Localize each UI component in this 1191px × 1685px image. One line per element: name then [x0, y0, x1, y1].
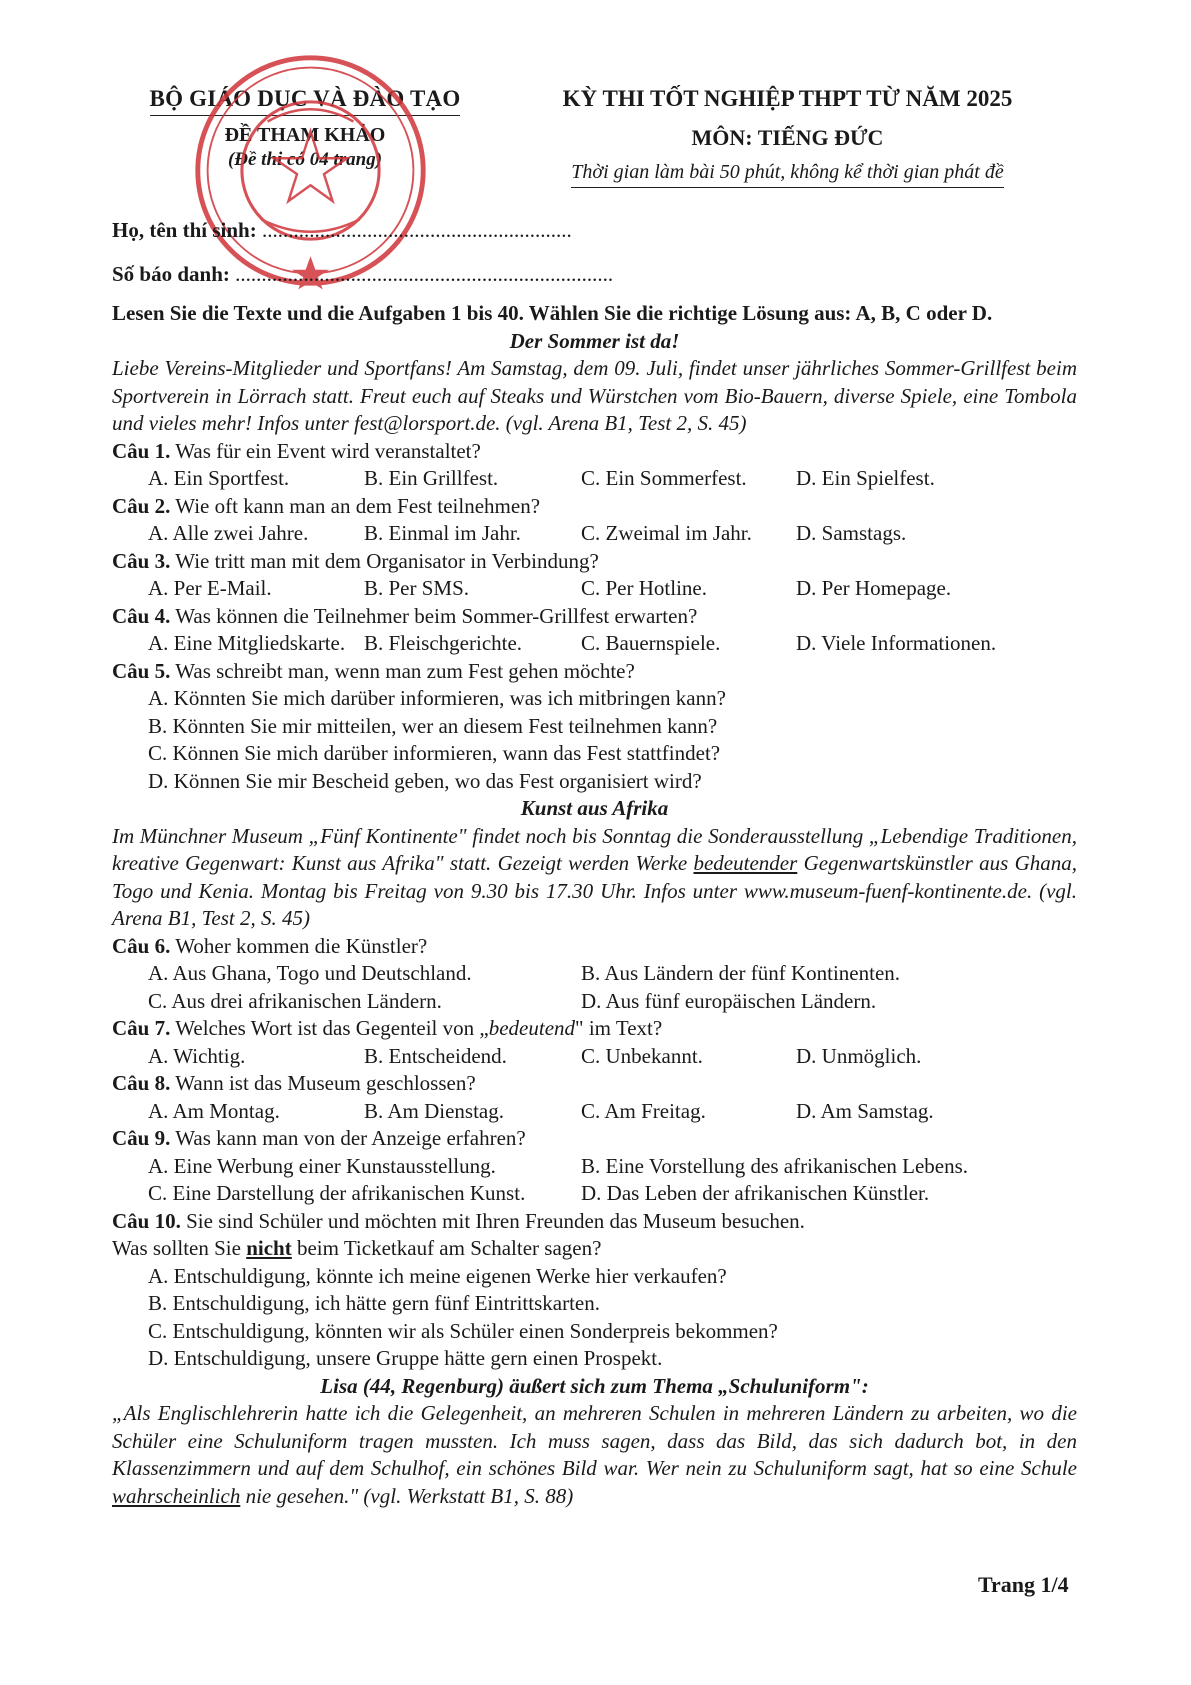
question-label: Câu 9. [112, 1126, 171, 1150]
option-c: C. Eine Darstellung der afrikanischen Kunst. [148, 1181, 526, 1205]
time-note: Thời gian làm bài 50 phút, không kể thời gian phát đề [571, 161, 1003, 188]
question-text: Was können die Teilnehmer beim Sommer-Grillfest erwarten? [175, 603, 698, 628]
exam-content [112, 300, 1077, 1510]
option-a: A. Ein Sportfest. [148, 466, 290, 490]
question-text: Woher kommen die Künstler? [175, 933, 428, 958]
question-text: Was sollten Sie [112, 1236, 247, 1260]
option-b: B. Könnten Sie mir mitteilen, wer an diesem Fest teilnehmen kann? [148, 713, 718, 738]
question-3 [112, 548, 1077, 603]
option-b: B. Fleischgerichte. [364, 631, 523, 655]
option-a: A. Könnten Sie mich darüber informieren, was ich mitbringen kann? [148, 686, 726, 710]
option-b: B. Am Dienstag. [364, 1098, 504, 1123]
question-text: Wie oft kann man an dem Fest teilnehmen? [175, 493, 541, 518]
passage3-text [112, 1400, 1077, 1510]
question-text: beim Ticketkauf am Schalter sagen? [291, 1236, 602, 1260]
option-d: D. Per Homepage. [796, 576, 952, 600]
option-d: D. Können Sie mir Bescheid geben, wo das Fest organisiert wird? [148, 768, 702, 793]
passage3-text-part: „Als Englischlehrerin hatte ich die Gelegenheit, an mehreren Schulen in mehreren Ländern zu arbeiten, wo die Schüler eine Schuluniform tragen mussten. Ich muss sagen, dass das Bild, das sich dadurch bot, in den Klassenzimmern und auf dem Schulhof, ein schönes Bild war. Wer nein zu Schuluniform sagt, hat so eine Schule [112, 1401, 1077, 1480]
passage2-text-part: Gegenwartskünstler aus Ghana, Togo und Kenia. Montag bis Freitag von 9.30 bis 17.30 Uhr. Infos unter www.museum-fuenf-kontinente.de. (vgl. Arena B1, Test 2, S. 45) [112, 851, 1077, 930]
option-b: B. Eine Vorstellung des afrikanischen Lebens. [581, 1153, 969, 1178]
question-4 [112, 603, 1077, 658]
passage1-title: Der Sommer ist da! [509, 328, 680, 353]
page-number: Trang 1/4 [978, 1572, 1069, 1597]
option-d: D. Viele Informationen. [796, 631, 997, 655]
option-c: C. Können Sie mich darüber informieren, wann das Fest stattfindet? [148, 741, 721, 765]
question-text: " im Text? [575, 1016, 663, 1040]
candidate-name-label: Họ, tên thí sinh: [112, 218, 257, 242]
option-a: A. Per E-Mail. [148, 576, 272, 600]
question-text: Wann ist das Museum geschlossen? [175, 1071, 476, 1095]
candidate-name-dots: ........................................................... [261, 218, 572, 242]
option-c: C. Ein Sommerfest. [581, 466, 747, 490]
question-text: Wie tritt man mit dem Organisator in Verbindung? [175, 548, 599, 573]
candidate-id-dots: ........................................................................ [235, 262, 614, 286]
passage2-title: Kunst aus Afrika [520, 796, 669, 820]
option-b: B. Entschuldigung, ich hätte gern fünf Eintrittskarten. [148, 1291, 600, 1315]
question-label: Câu 6. [112, 933, 171, 958]
option-c: C. Entschuldigung, könnten wir als Schüler einen Sonderpreis bekommen? [148, 1318, 778, 1343]
question-label: Câu 4. [112, 603, 171, 628]
option-c: C. Per Hotline. [581, 576, 707, 600]
question-label: Câu 5. [112, 658, 171, 683]
question-text: Was schreibt man, wenn man zum Fest gehen möchte? [175, 658, 635, 683]
question-text: Sie sind Schüler und möchten mit Ihren Freunden das Museum besuchen. [186, 1208, 805, 1233]
option-a: A. Eine Mitgliedskarte. [148, 631, 346, 655]
option-d: D. Samstags. [796, 521, 907, 545]
candidate-name-field [112, 218, 572, 243]
pages-note: (Đề thi có 04 trang) [227, 149, 383, 170]
exam-title: KỲ THI TỐT NGHIỆP THPT TỪ NĂM 2025 [562, 86, 1013, 111]
question-10 [112, 1208, 1077, 1373]
passage3-underlined-word: wahrscheinlich [112, 1483, 241, 1508]
option-d: D. Entschuldigung, unsere Gruppe hätte gern einen Prospekt. [148, 1346, 663, 1370]
option-a: A. Aus Ghana, Togo und Deutschland. [148, 961, 472, 985]
question-label: Câu 7. [112, 1016, 171, 1040]
question-label: Câu 10. [112, 1208, 181, 1233]
question-text: Was kann man von der Anzeige erfahren? [175, 1126, 526, 1150]
option-a: A. Wichtig. [148, 1043, 246, 1068]
passage2-text [112, 823, 1077, 933]
option-c: C. Aus drei afrikanischen Ländern. [148, 988, 442, 1013]
question-2 [112, 493, 1077, 548]
option-c: C. Bauernspiele. [581, 631, 721, 655]
option-a: A. Alle zwei Jahre. [148, 521, 309, 545]
subject-title: MÔN: TIẾNG ĐỨC [691, 125, 884, 150]
option-d: D. Unmöglich. [796, 1043, 922, 1068]
question-label: Câu 3. [112, 548, 171, 573]
ministry-name: BỘ GIÁO DỤC VÀ ĐÀO TẠO [150, 86, 461, 116]
candidate-id-label: Số báo danh: [112, 262, 230, 286]
question-1 [112, 438, 1077, 493]
option-d: D. Ein Spielfest. [796, 466, 935, 490]
option-d: D. Am Samstag. [796, 1098, 934, 1123]
instruction: Lesen Sie die Texte und die Aufgaben 1 bis 40. Wählen Sie die richtige Lösung aus: A, B, C oder D. [112, 301, 993, 325]
header-right [520, 86, 1055, 188]
option-d: D. Das Leben der afrikanischen Künstler. [581, 1181, 930, 1205]
question-text: Was für ein Event wird veranstaltet? [175, 438, 481, 463]
question-keyword: bedeutend [488, 1016, 576, 1040]
passage2-text-part: Im Münchner Museum „Fünf Kontinente" findet noch bis Sonntag die Sonderausstellung „Lebendige Traditionen, kreative Gegenwart: Kunst aus Afrika" statt. Gezeigt werden Werke [112, 823, 1077, 875]
option-c: C. Zweimal im Jahr. [581, 521, 752, 545]
question-8 [112, 1070, 1077, 1125]
question-5 [112, 658, 1077, 796]
option-b: B. Ein Grillfest. [364, 466, 499, 490]
official-seal-icon [188, 48, 433, 293]
option-d: D. Aus fünf europäischen Ländern. [581, 988, 877, 1013]
candidate-id-field [112, 262, 613, 287]
question-9 [112, 1125, 1077, 1208]
question-7 [112, 1015, 1077, 1070]
option-b: B. Einmal im Jahr. [364, 521, 521, 545]
question-keyword: nicht [246, 1236, 292, 1260]
option-b: B. Per SMS. [364, 576, 470, 600]
option-a: A. Entschuldigung, könnte ich meine eigenen Werke hier verkaufen? [148, 1263, 727, 1288]
option-b: B. Entscheidend. [364, 1043, 507, 1068]
question-label: Câu 1. [112, 438, 171, 463]
passage3-title: Lisa (44, Regenburg) äußert sich zum Thema „Schuluniform": [320, 1373, 869, 1398]
option-a: A. Am Montag. [148, 1098, 280, 1123]
question-text: Welches Wort ist das Gegenteil von „ [175, 1016, 489, 1040]
question-6 [112, 933, 1077, 1016]
question-label: Câu 8. [112, 1071, 171, 1095]
passage1-text: Liebe Vereins-Mitglieder und Sportfans! Am Samstag, dem 09. Juli, findet unser jährliches Sommer-Grillfest beim Sportverein in Lörrach statt. Freut euch auf Steaks und Würstchen vom Bio-Bauern, diverse Spiele, eine Tombola und vieles mehr! Infos unter fest@lorsport.de. (vgl. Arena B1, Test 2, S. 45) [112, 356, 1077, 435]
passage2-underlined-word: bedeutender [693, 851, 798, 875]
passage3-text-part: nie gesehen." (vgl. Werkstatt B1, S. 88) [240, 1483, 574, 1508]
doc-type: ĐỀ THAM KHẢO [224, 124, 386, 146]
option-c: C. Unbekannt. [581, 1043, 703, 1068]
question-label: Câu 2. [112, 493, 171, 518]
option-b: B. Aus Ländern der fünf Kontinenten. [581, 961, 901, 985]
option-c: C. Am Freitag. [581, 1098, 706, 1123]
option-a: A. Eine Werbung einer Kunstausstellung. [148, 1153, 496, 1178]
